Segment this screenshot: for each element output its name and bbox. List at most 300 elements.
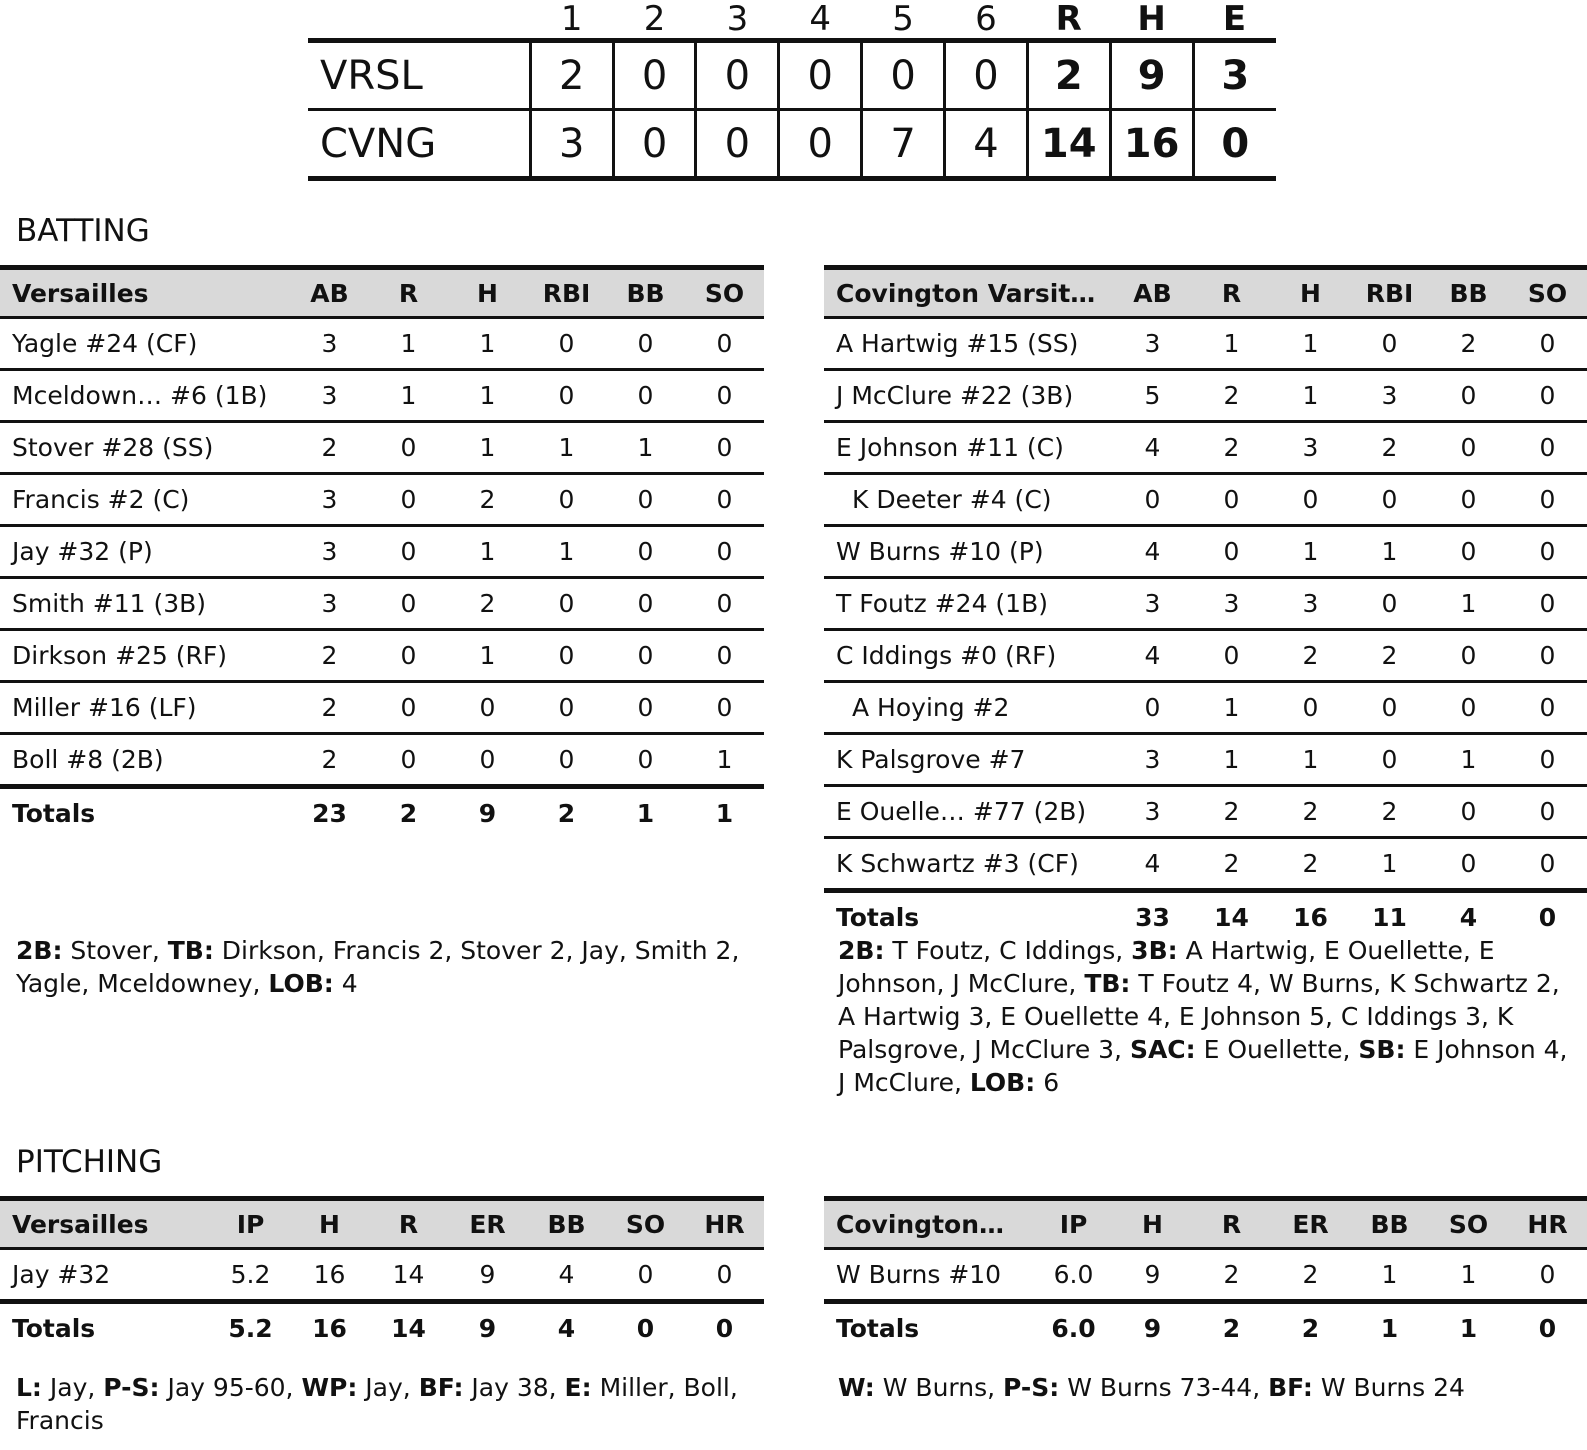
note-label: LOB:: [969, 1068, 1036, 1097]
pitching-notes-away: [16, 1371, 756, 1437]
stat-cell: 2: [1302, 641, 1319, 670]
player-row: [824, 630, 1587, 682]
stat-cell: 2: [1381, 641, 1398, 670]
total-cell: 0: [1538, 1314, 1557, 1343]
stat-cell: 0: [1381, 485, 1398, 514]
player-row: [824, 474, 1587, 526]
stat-cell: 2: [1223, 381, 1240, 410]
total-cell: 14: [1214, 903, 1249, 932]
player-row: [0, 578, 764, 630]
stat-cell: 0: [558, 641, 575, 670]
total-cell: 11: [1372, 903, 1407, 932]
stat-cell: 0: [400, 589, 417, 618]
player-name: C Iddings #0 (RF): [836, 641, 1057, 670]
stat-cell: 1: [400, 329, 417, 358]
player-name: Dirkson #25 (RF): [12, 641, 228, 670]
note-text: Miller, Boll, Francis: [16, 1373, 738, 1435]
total-cell: 6.0: [1051, 1314, 1096, 1343]
column-header: RBI: [527, 268, 606, 318]
stat-cell: 2: [1381, 797, 1398, 826]
team-name-header: Versailles: [0, 1199, 211, 1249]
stat-cell: 0: [716, 589, 733, 618]
batting-header-row: [824, 268, 1587, 318]
note-text: W Burns 24: [1312, 1373, 1465, 1402]
total-cell: 1: [1459, 1314, 1478, 1343]
note-label: P-S:: [1003, 1373, 1060, 1402]
stat-cell: 3: [321, 537, 338, 566]
player-name: Yagle #24 (CF): [12, 329, 198, 358]
stat-cell: 3: [1302, 589, 1319, 618]
note-text: E Johnson 4, J McClure,: [838, 1035, 1568, 1097]
pitching-header-row: [824, 1199, 1587, 1249]
stat-cell: 0: [637, 745, 654, 774]
column-header: H: [1271, 268, 1350, 318]
inning-header: 6: [975, 0, 997, 39]
player-row: [0, 682, 764, 734]
stat-cell: 2: [1460, 329, 1477, 358]
team-name-header: Covington…: [824, 1199, 1034, 1249]
stat-cell: 0: [400, 693, 417, 722]
stat-cell: 3: [1144, 589, 1161, 618]
total-cell: 2: [1301, 1314, 1320, 1343]
player-name: J McClure #22 (3B): [836, 381, 1074, 410]
batting-notes-away: [16, 934, 756, 1000]
note-label: BF:: [1268, 1373, 1313, 1402]
note-text: 6: [1035, 1068, 1060, 1097]
player-name: Smith #11 (3B): [12, 589, 207, 618]
stat-cell: 2: [1302, 849, 1319, 878]
player-row: [0, 370, 764, 422]
player-row: [0, 526, 764, 578]
pitching-section-title: PITCHING: [16, 1144, 163, 1180]
pitching-table-away: [0, 1196, 764, 1353]
stat-cell: 1: [479, 641, 496, 670]
player-name: K Deeter #4 (C): [852, 485, 1052, 514]
player-row: [0, 474, 764, 526]
stat-cell: 1: [1381, 849, 1398, 878]
stat-cell: 2: [321, 745, 338, 774]
stat-cell: 2: [1381, 433, 1398, 462]
line-score-row-home: [308, 110, 1276, 179]
player-name: Stover #28 (SS): [12, 433, 214, 462]
player-name: A Hartwig #15 (SS): [836, 329, 1079, 358]
player-row: [824, 1249, 1587, 1302]
column-header: SO: [1508, 268, 1587, 318]
note-text: E Ouellette,: [1195, 1035, 1359, 1064]
stat-cell: 4: [1144, 641, 1161, 670]
stat-cell: 0: [716, 1260, 733, 1289]
stat-cell: 0: [1539, 537, 1556, 566]
hits-header: H: [1137, 0, 1166, 39]
total-cell: 9: [478, 799, 497, 828]
inning-score: 2: [530, 41, 613, 110]
player-name: K Palsgrove #7: [836, 745, 1026, 774]
total-cell: 0: [636, 1314, 655, 1343]
column-header: IP: [211, 1199, 290, 1249]
player-row: [0, 422, 764, 474]
stat-cell: 0: [479, 745, 496, 774]
note-label: P-S:: [103, 1373, 160, 1402]
stat-cell: 6.0: [1053, 1260, 1094, 1289]
note-label: W:: [838, 1373, 875, 1402]
note-label: LOB:: [268, 969, 334, 998]
stat-cell: 0: [716, 381, 733, 410]
player-row: [824, 318, 1587, 370]
player-row: [0, 318, 764, 370]
stat-cell: 0: [400, 433, 417, 462]
column-header: HR: [685, 1199, 764, 1249]
stat-cell: 0: [1223, 537, 1240, 566]
stat-cell: 9: [479, 1260, 496, 1289]
column-header: BB: [606, 268, 685, 318]
note-text: W Burns 73-44,: [1059, 1373, 1269, 1402]
column-header: R: [1192, 1199, 1271, 1249]
totals-row: [0, 1302, 764, 1354]
stat-cell: 0: [558, 329, 575, 358]
stat-cell: 0: [1381, 693, 1398, 722]
player-row: [824, 682, 1587, 734]
player-name: E Johnson #11 (C): [836, 433, 1064, 462]
batting-header-row: [0, 268, 764, 318]
stat-cell: 4: [1144, 537, 1161, 566]
stat-cell: 2: [1223, 433, 1240, 462]
totals-label: Totals: [12, 1314, 96, 1343]
note-text: Dirkson, Francis 2, Stover 2, Jay, Smith 2, Yagle, Mceldowney,: [16, 936, 740, 998]
stat-cell: 0: [558, 589, 575, 618]
column-header: H: [1113, 1199, 1192, 1249]
inning-score: 4: [945, 110, 1028, 179]
stat-cell: 0: [479, 693, 496, 722]
stat-cell: 0: [1539, 589, 1556, 618]
stat-cell: 1: [400, 381, 417, 410]
stat-cell: 0: [1539, 329, 1556, 358]
player-name: K Schwartz #3 (CF): [836, 849, 1079, 878]
player-name: W Burns #10 (P): [836, 537, 1044, 566]
totals-row: [824, 1302, 1587, 1354]
note-label: BF:: [418, 1373, 464, 1402]
stat-cell: 1: [558, 537, 575, 566]
inning-header: 5: [892, 0, 914, 39]
stat-cell: 3: [1144, 745, 1161, 774]
stat-cell: 0: [558, 693, 575, 722]
column-header: R: [369, 1199, 448, 1249]
stat-cell: 9: [1144, 1260, 1161, 1289]
batting-notes-home: [838, 934, 1578, 1099]
player-row: [824, 734, 1587, 786]
total-cell: 4: [557, 1314, 576, 1343]
total-cell: 5.2: [228, 1314, 273, 1343]
note-label: TB:: [167, 936, 214, 965]
stat-cell: 0: [1144, 485, 1161, 514]
stat-cell: 0: [1460, 433, 1477, 462]
inning-score: 7: [862, 110, 945, 179]
stat-cell: 1: [479, 433, 496, 462]
note-label: SAC:: [1129, 1035, 1196, 1064]
stat-cell: 3: [321, 329, 338, 358]
inning-score: 0: [945, 41, 1028, 110]
note-text: 4: [333, 969, 358, 998]
stat-cell: 1: [1460, 745, 1477, 774]
stat-cell: 3: [1144, 797, 1161, 826]
player-name: Miller #16 (LF): [12, 693, 197, 722]
stat-cell: 2: [1223, 849, 1240, 878]
total-cell: 4: [1459, 903, 1478, 932]
column-header: H: [290, 1199, 369, 1249]
totals-label: Totals: [836, 903, 920, 932]
stat-cell: 0: [1460, 797, 1477, 826]
player-row: [0, 734, 764, 787]
stat-cell: 0: [1539, 849, 1556, 878]
stat-cell: 0: [716, 329, 733, 358]
note-text: T Foutz 4, W Burns, K Schwartz 2, A Hartwig 3, E Ouellette 4, E Johnson 5, C Iddings 3, K Palsgrove, J McClure 3,: [838, 969, 1560, 1064]
runs-total: 14: [1027, 110, 1110, 179]
stat-cell: 0: [1381, 745, 1398, 774]
inning-header: 1: [560, 0, 583, 39]
stat-cell: 1: [1302, 537, 1319, 566]
stat-cell: 0: [558, 381, 575, 410]
player-row: [824, 526, 1587, 578]
inning-score: 0: [613, 110, 696, 179]
stat-cell: 3: [1302, 433, 1319, 462]
column-header: BB: [1350, 1199, 1429, 1249]
stat-cell: 1: [1381, 1260, 1398, 1289]
column-header: SO: [685, 268, 764, 318]
stat-cell: 0: [637, 693, 654, 722]
stat-cell: 2: [321, 641, 338, 670]
note-label: E:: [564, 1373, 592, 1402]
stat-cell: 0: [716, 485, 733, 514]
inning-score: 0: [862, 41, 945, 110]
stat-cell: 0: [716, 641, 733, 670]
pitching-table-home: [824, 1196, 1587, 1353]
stat-cell: 0: [1539, 485, 1556, 514]
column-header: R: [1192, 268, 1271, 318]
note-label: 3B:: [1131, 936, 1178, 965]
note-text: T Foutz, C Iddings,: [884, 936, 1132, 965]
stat-cell: 0: [1539, 433, 1556, 462]
note-text: Jay 38,: [463, 1373, 565, 1402]
player-name: W Burns #10: [836, 1260, 1002, 1289]
stat-cell: 2: [1302, 1260, 1319, 1289]
stat-cell: 1: [637, 433, 654, 462]
player-name: T Foutz #24 (1B): [836, 589, 1048, 618]
inning-score: 0: [696, 110, 779, 179]
stat-cell: 1: [1460, 589, 1477, 618]
player-name: E Ouelle… #77 (2B): [836, 797, 1087, 826]
total-cell: 23: [312, 799, 347, 828]
line-score-table: [308, 0, 1276, 181]
stat-cell: 0: [716, 693, 733, 722]
column-header: H: [448, 268, 527, 318]
batting-section-title: BATTING: [16, 213, 150, 249]
note-text: Jay,: [41, 1373, 104, 1402]
inning-header: 3: [726, 0, 749, 39]
stat-cell: 2: [1223, 1260, 1240, 1289]
line-score-header: [308, 0, 1276, 41]
column-header: HR: [1508, 1199, 1587, 1249]
column-header: IP: [1034, 1199, 1113, 1249]
total-cell: 0: [1538, 903, 1557, 932]
total-cell: 2: [399, 799, 418, 828]
stat-cell: 4: [1144, 433, 1161, 462]
stat-cell: 0: [1460, 641, 1477, 670]
inning-header: 2: [643, 0, 666, 39]
stat-cell: 0: [400, 485, 417, 514]
errors-total: 3: [1193, 41, 1276, 110]
stat-cell: 1: [479, 537, 496, 566]
team-abbr: CVNG: [308, 110, 530, 179]
team-abbr: VRSL: [320, 52, 423, 99]
runs-total: 2: [1027, 41, 1110, 110]
line-score-corner: [308, 0, 530, 41]
stat-cell: 0: [1460, 381, 1477, 410]
column-header: BB: [1429, 268, 1508, 318]
player-name: Mceldown… #6 (1B): [12, 381, 268, 410]
hits-total: 9: [1110, 41, 1193, 110]
stat-cell: 2: [321, 433, 338, 462]
column-header: ER: [1271, 1199, 1350, 1249]
batting-table-home: [824, 265, 1587, 942]
stat-cell: 4: [1144, 849, 1161, 878]
batting-table-away: [0, 265, 764, 838]
totals-label: Totals: [836, 1314, 920, 1343]
stat-cell: 2: [479, 485, 496, 514]
total-cell: 16: [1293, 903, 1328, 932]
stat-cell: 5: [1144, 381, 1161, 410]
total-cell: 16: [312, 1314, 347, 1343]
stat-cell: 0: [637, 485, 654, 514]
note-label: 2B:: [838, 936, 885, 965]
totals-label: Totals: [12, 799, 96, 828]
stat-cell: 0: [637, 381, 654, 410]
stat-cell: 3: [321, 589, 338, 618]
stat-cell: 0: [1539, 797, 1556, 826]
inning-score: 0: [779, 110, 862, 179]
stat-cell: 0: [1539, 381, 1556, 410]
note-text: W Burns,: [874, 1373, 1004, 1402]
stat-cell: 0: [400, 745, 417, 774]
stat-cell: 0: [1539, 1260, 1556, 1289]
player-row: [824, 786, 1587, 838]
column-header: AB: [290, 268, 369, 318]
errors-total: 0: [1193, 110, 1276, 179]
stat-cell: 0: [558, 485, 575, 514]
note-text: Stover,: [62, 936, 168, 965]
stat-cell: 0: [1460, 485, 1477, 514]
stat-cell: 14: [392, 1260, 425, 1289]
note-label: 2B:: [16, 936, 63, 965]
stat-cell: 16: [313, 1260, 346, 1289]
hits-total: 16: [1110, 110, 1193, 179]
stat-cell: 1: [1223, 693, 1240, 722]
stat-cell: 3: [1381, 381, 1398, 410]
stat-cell: 2: [1302, 797, 1319, 826]
stat-cell: 3: [321, 485, 338, 514]
stat-cell: 1: [1302, 381, 1319, 410]
stat-cell: 3: [1223, 589, 1240, 618]
column-header: ER: [448, 1199, 527, 1249]
note-text: Jay,: [357, 1373, 419, 1402]
stat-cell: 1: [1302, 745, 1319, 774]
stat-cell: 1: [479, 329, 496, 358]
total-cell: 14: [391, 1314, 426, 1343]
pitching-header-row: [0, 1199, 764, 1249]
player-name: Jay #32 (P): [12, 537, 153, 566]
stat-cell: 0: [1539, 745, 1556, 774]
column-header: AB: [1113, 268, 1192, 318]
stat-cell: 0: [1223, 485, 1240, 514]
column-header: SO: [1429, 1199, 1508, 1249]
note-label: SB:: [1358, 1035, 1406, 1064]
stat-cell: 0: [637, 641, 654, 670]
player-name: Boll #8 (2B): [12, 745, 164, 774]
stat-cell: 0: [1460, 537, 1477, 566]
stat-cell: 3: [321, 381, 338, 410]
stat-cell: 0: [1539, 693, 1556, 722]
player-row: [0, 1249, 764, 1302]
player-row: [824, 838, 1587, 891]
total-cell: 33: [1135, 903, 1170, 932]
stat-cell: 0: [400, 537, 417, 566]
stat-cell: 0: [1302, 693, 1319, 722]
player-name: A Hoying #2: [852, 693, 1010, 722]
inning-score: 0: [779, 41, 862, 110]
note-label: TB:: [1084, 969, 1131, 998]
column-header: RBI: [1350, 268, 1429, 318]
runs-header: R: [1055, 0, 1082, 39]
inning-header: 4: [809, 0, 832, 39]
stat-cell: 1: [479, 381, 496, 410]
stat-cell: 0: [1460, 849, 1477, 878]
note-text: Jay 95-60,: [159, 1373, 302, 1402]
inning-score: 3: [530, 110, 613, 179]
stat-cell: 0: [1381, 329, 1398, 358]
stat-cell: 0: [1381, 589, 1398, 618]
line-score-row-away: [308, 41, 1276, 110]
total-cell: 1: [715, 799, 734, 828]
total-cell: 2: [557, 799, 576, 828]
team-name-header: Versailles: [0, 268, 290, 318]
player-row: [0, 630, 764, 682]
stat-cell: 1: [1302, 329, 1319, 358]
stat-cell: 0: [1302, 485, 1319, 514]
stat-cell: 0: [716, 433, 733, 462]
stat-cell: 1: [558, 433, 575, 462]
stat-cell: 1: [716, 745, 733, 774]
stat-cell: 0: [637, 589, 654, 618]
column-header: R: [369, 268, 448, 318]
player-name: Jay #32: [12, 1260, 111, 1289]
inning-score: 0: [613, 41, 696, 110]
total-cell: 9: [1143, 1314, 1162, 1343]
stat-cell: 0: [637, 1260, 654, 1289]
column-header: BB: [527, 1199, 606, 1249]
stat-cell: 2: [479, 589, 496, 618]
errors-header: E: [1222, 0, 1247, 39]
stat-cell: 0: [1460, 693, 1477, 722]
stat-cell: 1: [1381, 537, 1398, 566]
stat-cell: 0: [1223, 641, 1240, 670]
stat-cell: 4: [558, 1260, 575, 1289]
stat-cell: 3: [1144, 329, 1161, 358]
stat-cell: 5.2: [230, 1260, 271, 1289]
stat-cell: 0: [716, 537, 733, 566]
team-name-header: Covington Varsit…: [824, 268, 1113, 318]
player-name: Francis #2 (C): [12, 485, 190, 514]
stat-cell: 2: [321, 693, 338, 722]
totals-row: [0, 787, 764, 839]
total-cell: 1: [1380, 1314, 1399, 1343]
